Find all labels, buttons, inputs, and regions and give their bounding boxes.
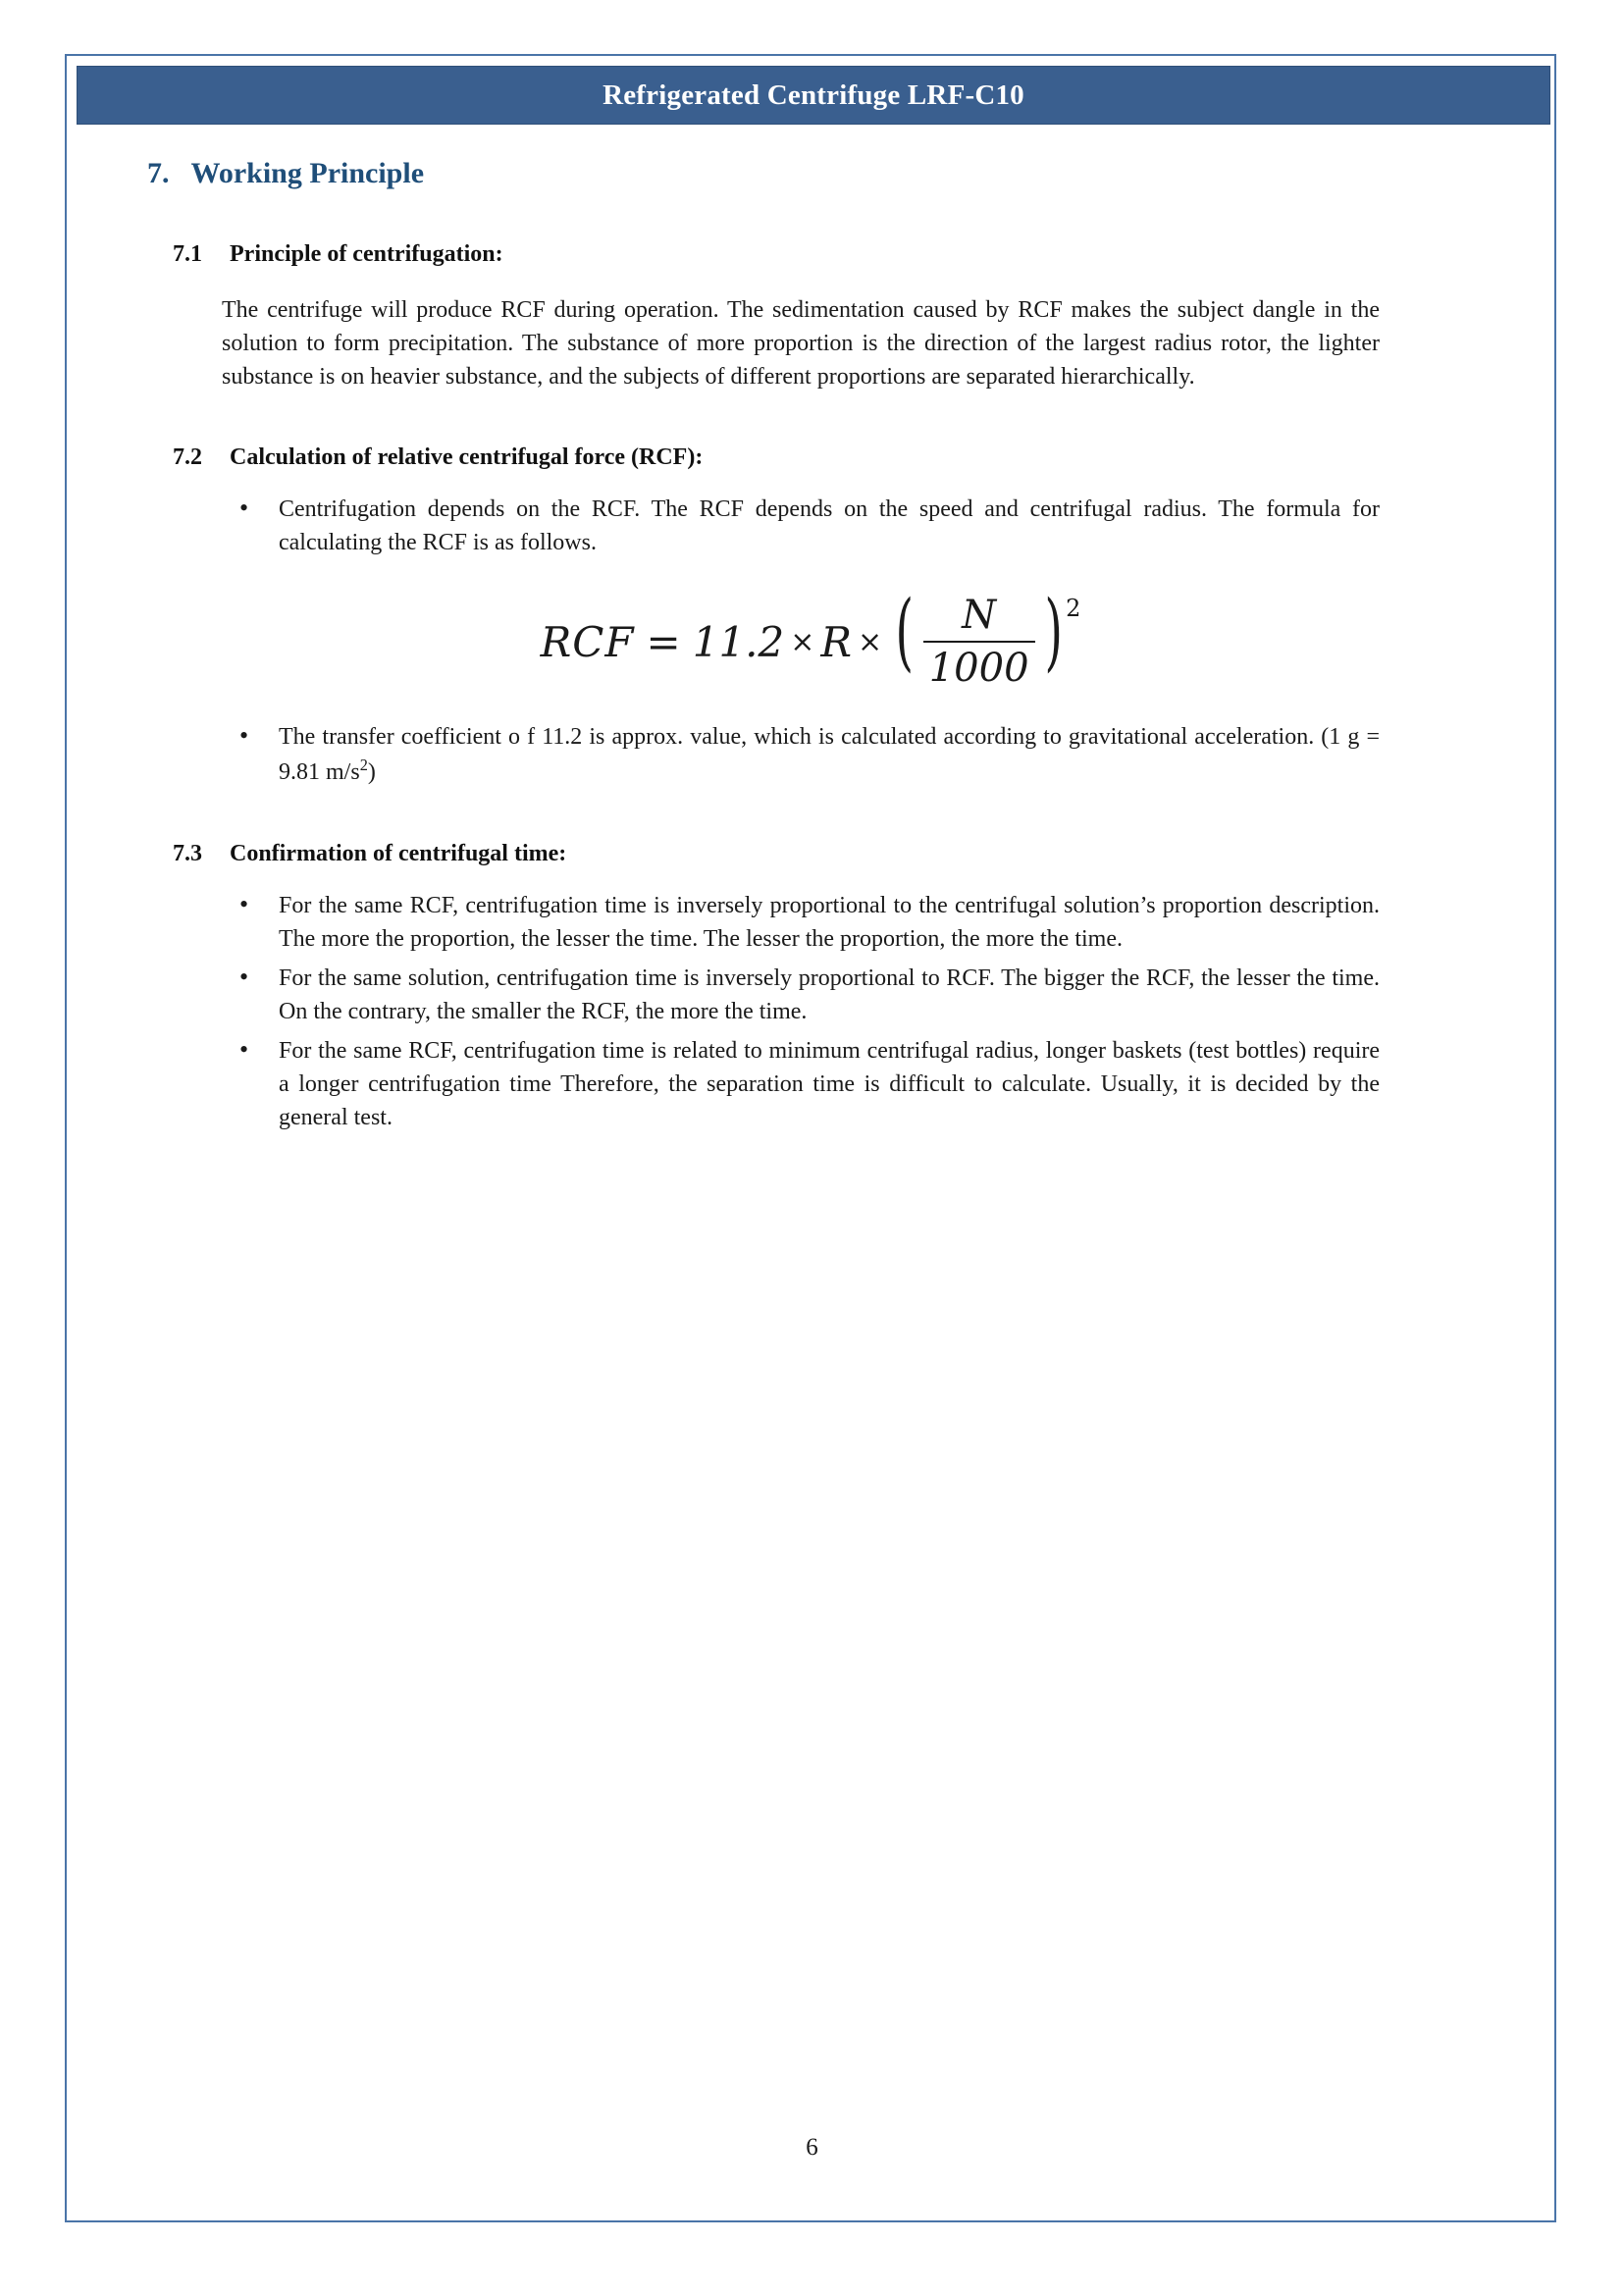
list-item: • For the same RCF, centrifugation time is related to minimum centrifugal radius, longer baskets (test bottles) require a longer centrifugation time Therefore, the separation time is difficult to calculate. Usually, it is decided by the general test. — [222, 1034, 1380, 1134]
section-title: Working Principle — [190, 157, 425, 189]
transfer-note-exponent: 2 — [359, 756, 368, 775]
transfer-note-close: ) — [367, 759, 376, 786]
subsection-heading-7-1 — [173, 241, 1556, 268]
list-item: • Centrifugation depends on the RCF. The RCF depends on the speed and centrifugal radius. The formula for calculating the RCF is as follows. — [222, 493, 1380, 559]
list-item — [222, 720, 1380, 789]
subsection-title: Confirmation of centrifugal time: — [230, 840, 567, 866]
formula-exponent: 2 — [1066, 595, 1081, 623]
paragraph-principle: The centrifuge will produce RCF during operation. The sedimentation caused by RCF makes the subject dangle in the solution to form precipitation. The substance of more proportion is the direction of the largest radius rotor, the lighter substance is on heavier substance, and the subjects of different proportions are separated hierarchically. — [222, 297, 1380, 391]
transfer-note-text: The transfer coefficient o f 11.2 is approx. value, which is calculated according to gravitational acceleration. (1 g = 9.81 m/s — [279, 724, 1380, 786]
subsection-heading-7-3 — [173, 841, 1556, 867]
formula-equals: = — [646, 617, 681, 666]
formula-times-1: × — [790, 624, 815, 659]
rcf-formula — [65, 583, 1556, 692]
fraction-bar — [923, 641, 1035, 643]
page-number: 6 — [806, 2134, 818, 2161]
subsection-title: Principle of centrifugation: — [230, 241, 503, 267]
formula-fraction — [923, 593, 1035, 691]
formula-lhs: RCF — [540, 617, 635, 666]
document-header — [77, 66, 1550, 125]
header-title: Refrigerated Centrifuge LRF-C10 — [602, 78, 1024, 111]
formula-times-2: × — [858, 624, 883, 659]
subsection-title: Calculation of relative centrifugal force (RCF): — [230, 444, 704, 471]
left-paren: ( — [895, 583, 915, 682]
formula-radius: R — [820, 617, 853, 666]
subsection-number: 7.2 — [173, 444, 202, 471]
formula-parenthesized-term — [888, 583, 1081, 692]
section-number: 7. — [147, 157, 170, 189]
formula-coefficient: 11.2 — [692, 617, 785, 666]
list-item: • For the same RCF, centrifugation time is inversely proportional to the centrifugal solution’s proportion description. The more the proportion, the lesser the time. The lesser the proportion, the more the time. — [222, 889, 1380, 956]
bullet-list-transfer-coefficient — [222, 720, 1380, 789]
right-paren: ) — [1044, 583, 1063, 682]
subsection-number: 7.1 — [173, 241, 202, 267]
section-heading — [147, 157, 1556, 190]
bullet-list-centrifugal-time — [222, 889, 1380, 1135]
bullet-list-rcf — [222, 493, 1380, 559]
list-item: • For the same solution, centrifugation time is inversely proportional to RCF. The bigger the RCF, the lesser the time. On the contrary, the smaller the RCF, the more the time. — [222, 962, 1380, 1028]
subsection-number: 7.3 — [173, 840, 202, 866]
formula-numerator: N — [962, 593, 997, 639]
document-content — [65, 157, 1556, 1140]
formula-denominator: 1000 — [928, 646, 1029, 692]
subsection-heading-7-2 — [173, 444, 1556, 471]
